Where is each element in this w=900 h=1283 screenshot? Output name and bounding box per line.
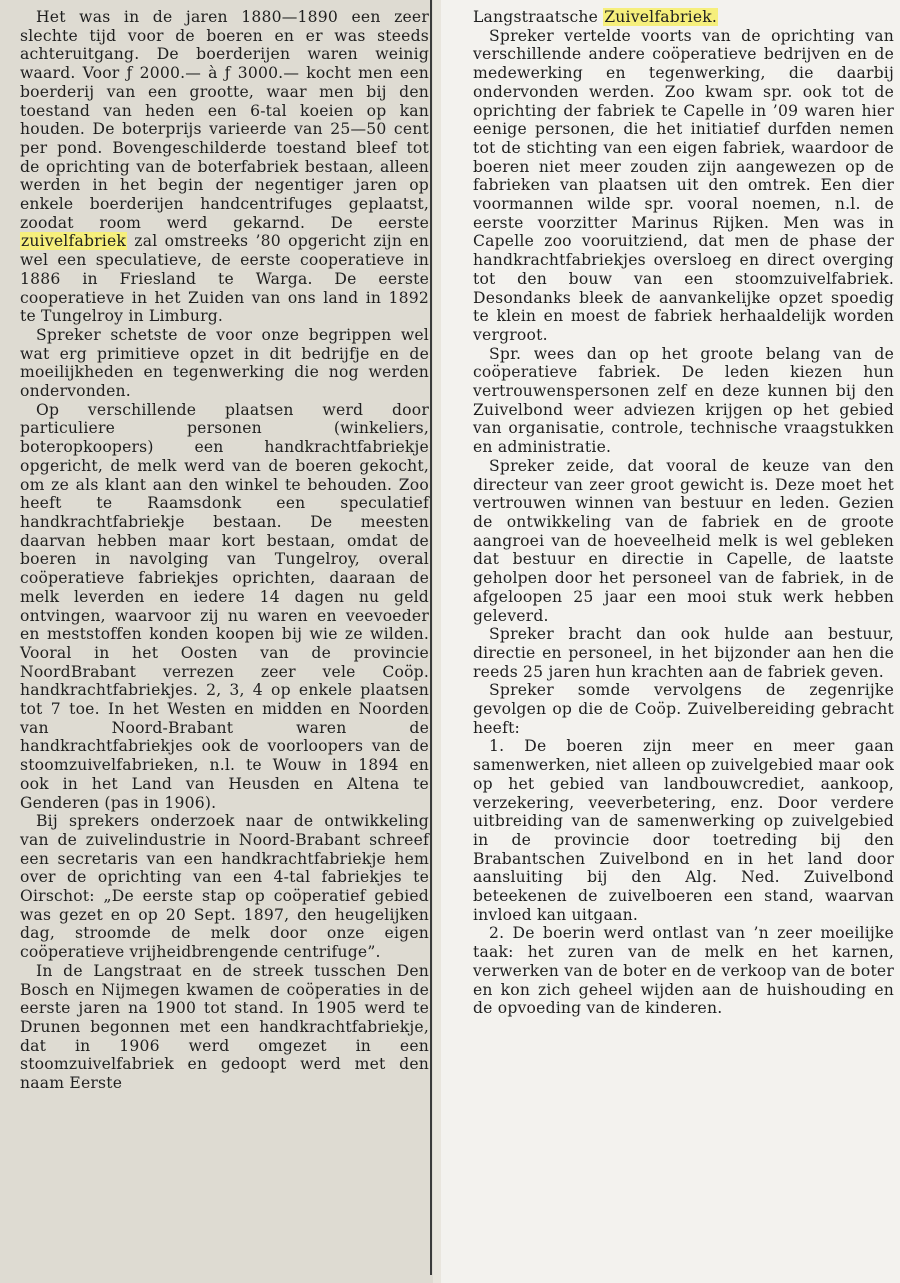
left-column [0,0,433,1283]
text-run: Het was in de jaren 1880—1890 een zeer slechte tijd voor de boeren en er was steeds achteruitgang. De boerderijen waren weinig waard. Voor ƒ 2000.— à ƒ 3000.— kocht men een boerderij van een grootte, waar men bij den toestand van heden een 6-tal koeien op kan houden. De boterprijs varieerde van 25—50 cent per pond. Bovengeschilderde toestand bleef tot de oprichting van de boterfabriek bestaan, alleen werden in het begin der negentiger jaren op enkele boerderijen handcentrifuges geplaatst, zoodat room werd gekarnd. De eerste [20,8,429,232]
text-run: zal omstreeks ’80 opgericht zijn en wel een speculatieve, de eerste cooperatieve in 1886 in Friesland te Warga. De eerste cooperatieve in het Zuiden van ons land in 1892 te Tungelroy in Limburg. [20,232,429,326]
highlighted-term: zuivelfabriek [21,232,127,251]
paragraph: Spreker bracht dan ook hulde aan bestuur, directie en personeel, in het bijzonder aan hen die reeds 25 jaren hun krachten aan de fabriek geven. [473,625,894,681]
column-rule [430,0,432,1275]
paragraph: Spreker schetste de voor onze begrippen wel wat erg primitieve opzet in dit bedrijfje en de moeilijkheden en tegenwerking die nog werden ondervonden. [20,325,429,401]
paragraph: Spreker somde vervolgens de zegenrijke gevolgen op die de Coöp. Zuivelbereiding gebracht heeft: [473,681,894,737]
right-column [441,0,900,1283]
paragraph: Op verschillende plaatsen werd door particuliere personen (winkeliers, boteropkoopers) een handkrachtfabriekje opgericht, de melk werd van de boeren gekocht, om ze als klant aan den winkel te behouden. Zoo heeft te Raamsdonk een speculatief handkrachtfabriekje bestaan. De meesten daarvan hebben maar kort bestaan, omdat de boeren in navolging van Tungelroy, overal coöperatieve fabriekjes oprichten, daaraan de melk leverden en iedere 14 dagen nu geld ontvingen, waarvoor zij nu waren en veevoeder en meststoffen konden koopen bij wie ze wilden. Vooral in het Oosten van de provincie NoordBrabant verrezen zeer vele Coöp. handkrachtfabriekjes. 2, 3, 4 op enkele plaatsen tot 7 toe. In het Westen en midden en Noorden van Noord-Brabant waren de handkrachtfabriekjes ook de voorloopers van de stoomzuivelfabrieken, n.l. te Wouw in 1894 en ook in het Land van Heusden en Altena te Genderen (pas in 1906). [20,400,429,812]
paragraph [20,8,429,326]
paragraph [473,8,894,27]
paragraph: In de Langstraat en de streek tusschen Den Bosch en Nijmegen kwamen de coöperaties in de eerste jaren na 1900 tot stand. In 1905 werd te Drunen begonnen met een handkrachtfabriekje, dat in 1906 werd omgezet in een stoomzuivelfabriek en gedoopt werd met den naam Eerste [20,961,429,1093]
paragraph: Spreker zeide, dat vooral de keuze van den directeur van zeer groot gewicht is. Deze moet het vertrouwen winnen van bestuur en leden. Gezien de ontwikkeling van de fabriek en de groote aangroei van de hoeveelheid melk is wel gebleken dat bestuur en directie in Capelle, de laatste geholpen door het personeel van de fabriek, in de afgeloopen 25 jaar een mooi stuk werk hebben geleverd. [473,456,894,625]
list-item: 2. De boerin werd ontlast van ’n zeer moeilijke taak: het zuren van de melk en het karnen, verwerken van de boter en de verkoop van de boter en kon zich geheel wijden aan de huishouding en de opvoeding van de kinderen. [473,924,894,1018]
list-item: 1. De boeren zijn meer en meer gaan samenwerken, niet alleen op zuivelgebied maar ook op het gebied van landbouwcrediet, aankoop, verzekering, veeverbetering, enz. Door verdere uitbreiding van de samenwerking op zuivelgebied in de provincie door toetreding bij den Brabantschen Zuivelbond en in het land door aansluiting bij den Alg. Ned. Zuivelbond beteekenen de zuivelboeren een stand, waarvan invloed kan uitgaan. [473,737,894,924]
text-run: Langstraatsche [473,8,604,26]
paragraph: Spr. wees dan op het groote belang van de coöperatieve fabriek. De leden kiezen hun vertrouwenspersonen zelf en deze kunnen bij den Zuivelbond weer adviezen krijgen op het gebied van organisatie, controle, technische vraagstukken en administratie. [473,344,894,457]
paragraph: Spreker vertelde voorts van de oprichting van verschillende andere coöperatieve bedrijven en de medewerking en tegenwerking, die daarbij ondervonden werden. Zoo kwam spr. ook tot de oprichting der fabriek te Capelle in ’09 waren hier eenige personen, die het initiatief durfden nemen tot de stichting van een eigen fabriek, waardoor de boeren niet meer zouden zijn aangewezen op de fabrieken van plaatsen uit den omtrek. Een dier voormannen wilde spr. vooral noemen, n.l. de eerste voorzitter Marinus Rijken. Men was in Capelle zoo vooruitziend, dat men de phase der handkrachtfabriekjes oversloeg en direct overging tot den bouw van een stoomzuivelfabriek. Desondanks bleek de aanvankelijke opzet spoedig te klein en moest de fabriek herhaaldelijk worden vergroot. [473,26,894,344]
paragraph: Bij sprekers onderzoek naar de ontwikkeling van de zuivelindustrie in Noord-Brabant schreef een secretaris van een handkrachtfabriekje hem over de oprichting van een 4-tal fabriekjes te Oirschot: „De eerste stap op coöperatief gebied was gezet en op 20 Sept. 1897, den heugelijken dag, stroomde de melk door onze eigen coöperatieve vrijheidbrengende centrifuge”. [20,812,429,962]
highlighted-term: Zuivelfabriek. [604,8,718,26]
